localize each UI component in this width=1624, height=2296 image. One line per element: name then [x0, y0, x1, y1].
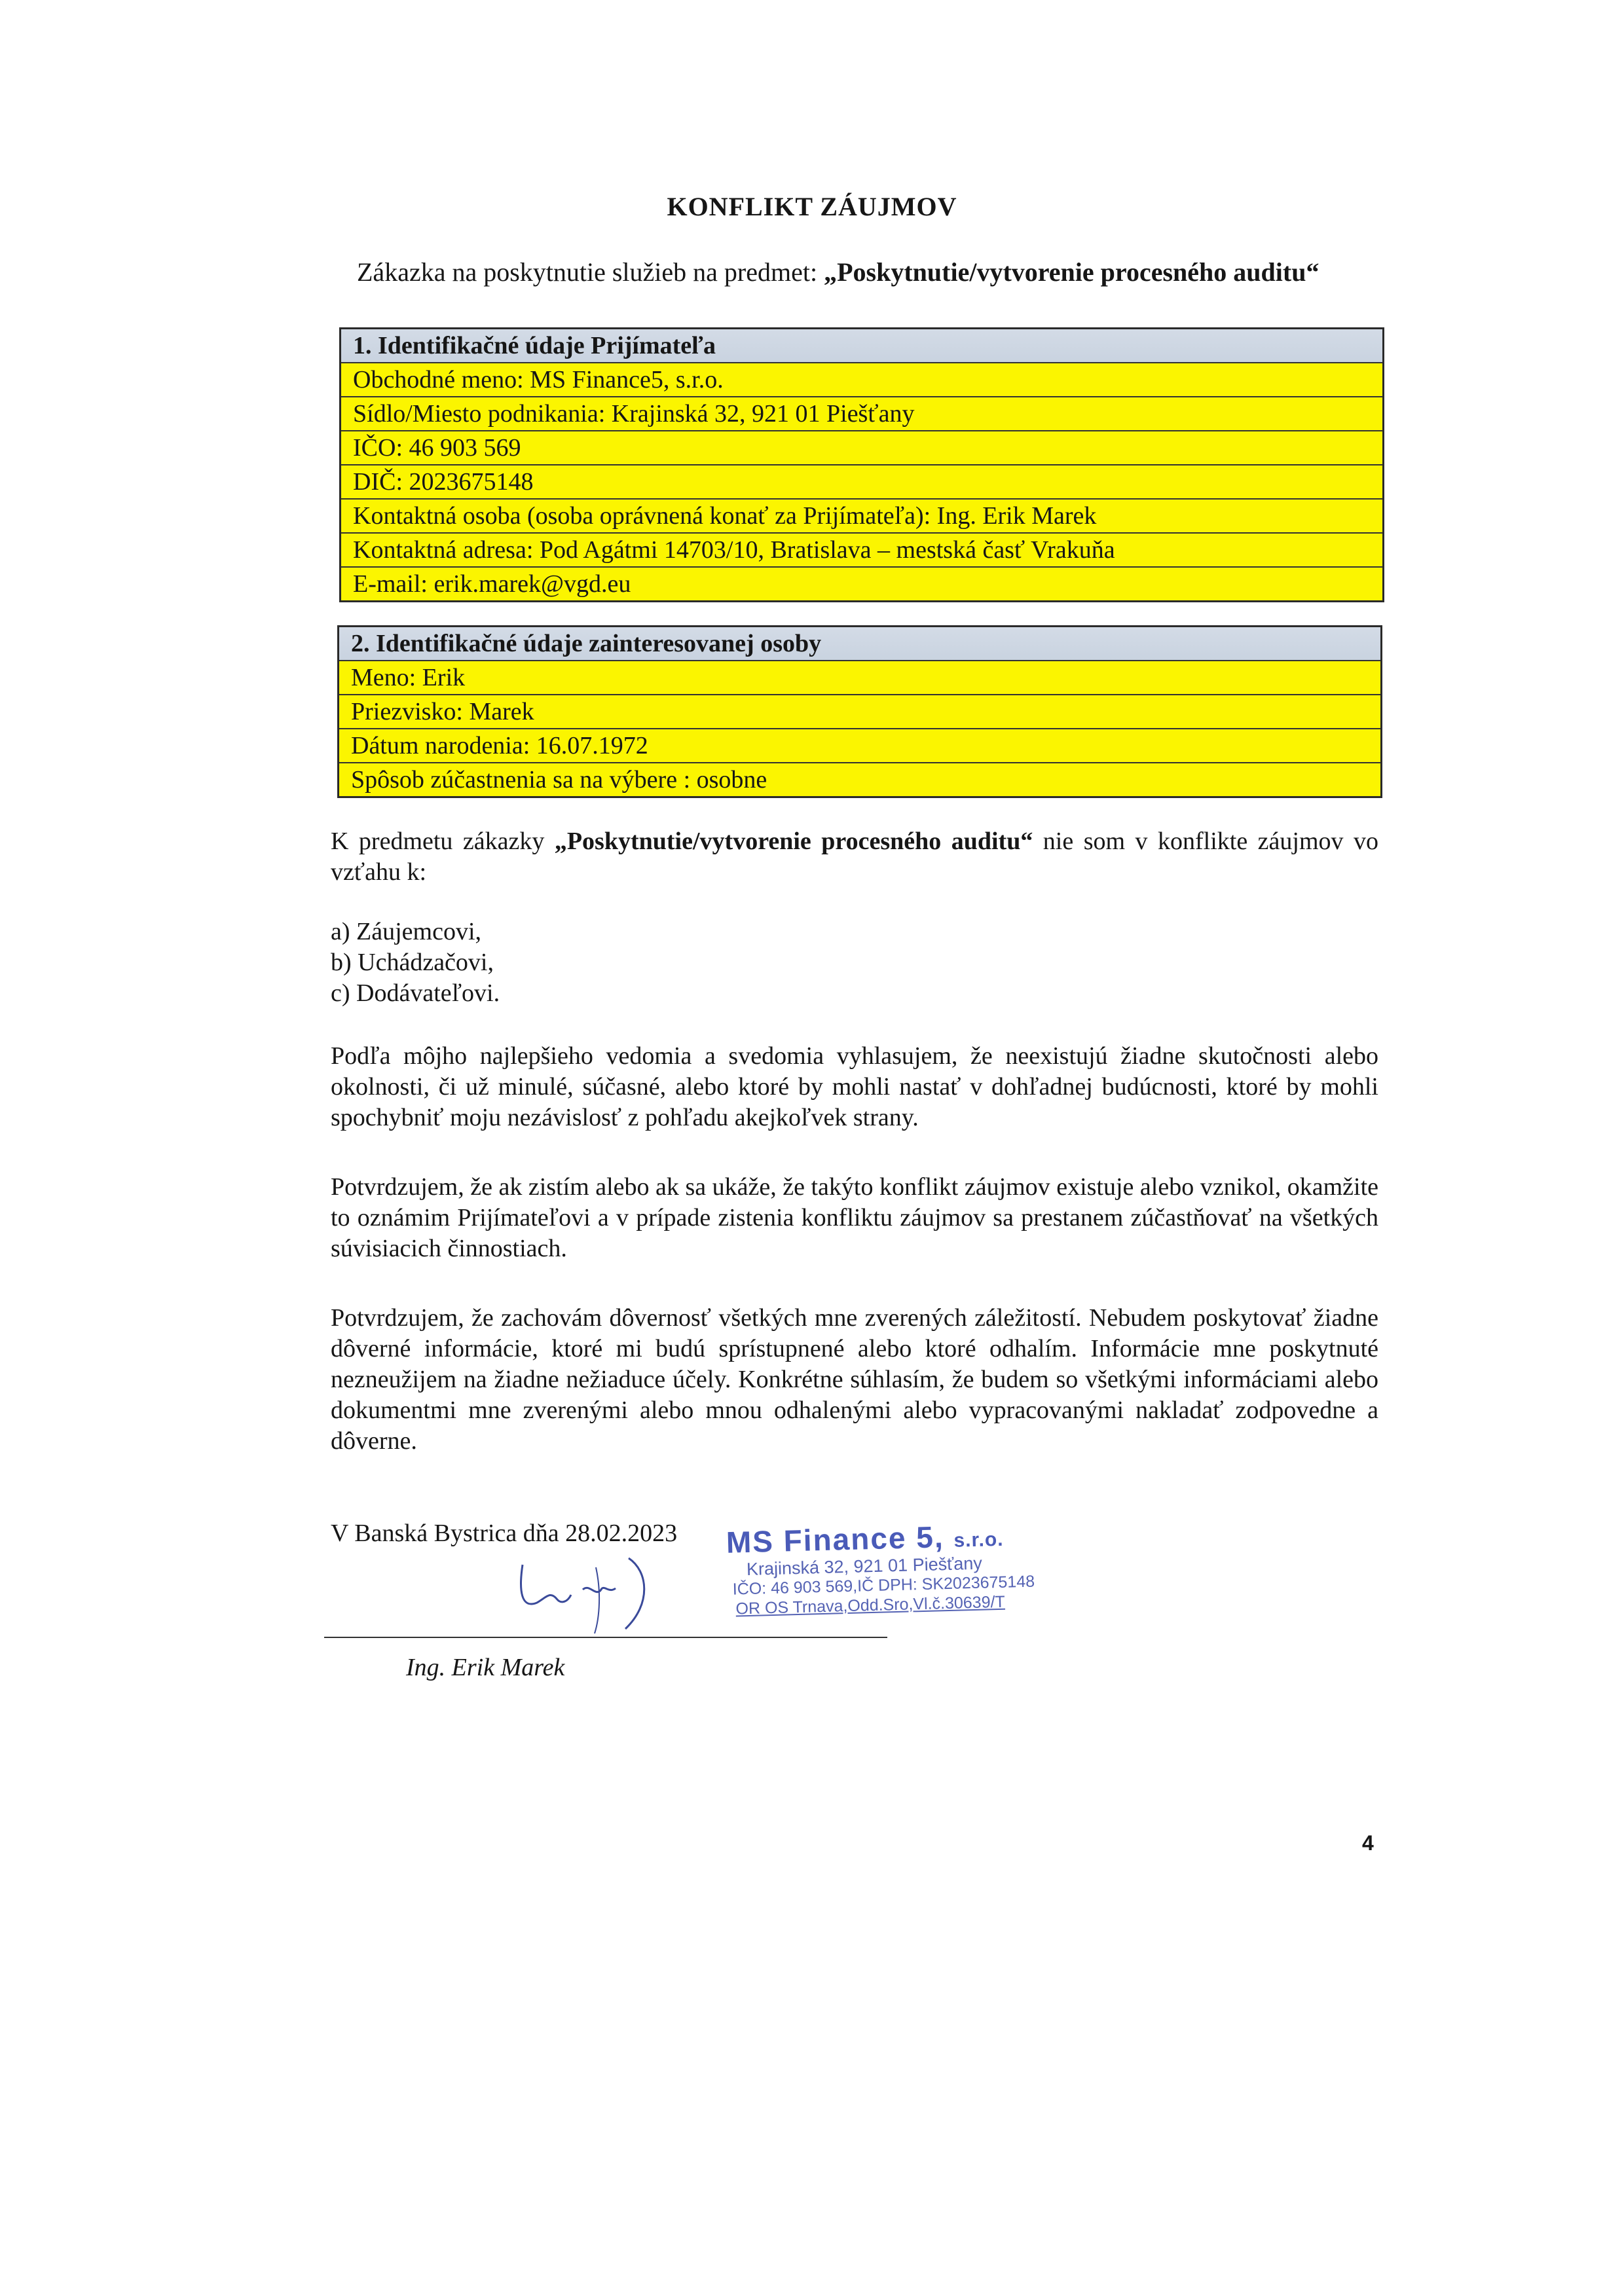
p1-start: K predmetu zákazky [331, 828, 555, 855]
stamp-register: OR OS Trnava,Odd.Sro,Vl.č.30639/T [735, 1592, 1006, 1618]
signature-line [324, 1637, 887, 1638]
statement-paragraph-3: Potvrdzujem, že ak zistím alebo ak sa ukáže, že takýto konflikt záujmov existuje alebo vznikol, okamžite to oznámim Prijímateľovi a v prípade zistenia konfliktu záujmov sa prestanem zúčastňovať na všetkých súvisiacich činnostiach. [331, 1173, 1378, 1262]
statement-paragraph-1 [331, 826, 1378, 888]
handwritten-signature [517, 1552, 668, 1637]
stamp-address: Krajinská 32, 921 01 Piešťany [746, 1553, 983, 1580]
list-item: c) Dodávateľovi. [331, 979, 500, 1007]
company-stamp [726, 1516, 1069, 1619]
party-list [331, 917, 500, 1009]
registered-office-row: Sídlo/Miesto podnikania: Krajinská 32, 921 01 Piešťany [341, 397, 1382, 431]
beneficiary-id-table [339, 327, 1384, 602]
business-name-row: Obchodné meno: MS Finance5, s.r.o. [341, 363, 1382, 397]
section1-heading: 1. Identifikačné údaje Prijímateľa [341, 329, 1382, 363]
section2-heading: 2. Identifikačné údaje zainteresovanej osoby [339, 627, 1380, 661]
statement-paragraph-4: Potvrdzujem, že zachovám dôvernosť všetkých mne zverených záležitostí. Nebudem poskytovať žiadne dôverné informácie, ktoré mi budú sprístupnené alebo ktoré odhalím. Informácie mne poskytnuté nezneužijem na žiadne nežiaduce účely. Konkrétne súhlasím, že budem so všetkými informáciami alebo dokumentmi mne zverenými alebo mnou odhalenými alebo vypracovanými nakladať zodpovedne a dôverne. [331, 1304, 1378, 1455]
signatory-name: Ing. Erik Marek [406, 1654, 565, 1681]
contact-address-row: Kontaktná adresa: Pod Agátmi 14703/10, Bratislava – mestská časť Vrakuňa [341, 534, 1382, 568]
first-name-row: Meno: Erik [339, 661, 1380, 695]
stamp-company-name: MS Finance 5, [726, 1520, 945, 1559]
stamp-company-suffix: s.r.o. [953, 1528, 1004, 1552]
ico-row: IČO: 46 903 569 [341, 431, 1382, 465]
birth-date-row: Dátum narodenia: 16.07.1972 [339, 729, 1380, 763]
dic-row: DIČ: 2023675148 [341, 465, 1382, 500]
p1-end: nie som v konflikte záujmov vo vzťahu k: [331, 828, 1378, 886]
p1-subject: „Poskytnutie/vytvorenie procesného auditu“ [554, 828, 1033, 855]
subject-name: „Poskytnutie/vytvorenie procesného auditu“ [824, 257, 1320, 287]
subject-prefix: Zákazka na poskytnutie služieb na predmet: [357, 257, 824, 287]
place-and-date: V Banská Bystrica dňa 28.02.2023 [331, 1520, 678, 1547]
statement-paragraph-2: Podľa môjho najlepšieho vedomia a svedomia vyhlasujem, že neexistujú žiadne skutočnosti alebo okolnosti, či už minulé, súčasné, alebo ktoré by mohli nastať v dohľadnej budúcnosti, ktoré by mohli spochybniť moju nezávislosť z pohľadu akejkoľvek strany. [331, 1042, 1378, 1131]
interested-person-table [337, 625, 1382, 798]
participation-row: Spôsob zúčastnenia sa na výbere : osobne [339, 763, 1380, 796]
surname-row: Priezvisko: Marek [339, 695, 1380, 729]
list-item: b) Uchádzačovi, [331, 949, 494, 976]
page-number: 4 [1362, 1831, 1374, 1855]
stamp-ids: IČO: 46 903 569,IČ DPH: SK2023675148 [732, 1572, 1035, 1599]
email-row: E-mail: erik.marek@vgd.eu [341, 568, 1382, 600]
document-title: KONFLIKT ZÁUJMOV [667, 192, 957, 221]
contract-subject [357, 257, 1319, 287]
list-item: a) Záujemcovi, [331, 918, 482, 945]
contact-person-row: Kontaktná osoba (osoba oprávnená konať za Prijímateľa): Ing. Erik Marek [341, 500, 1382, 534]
